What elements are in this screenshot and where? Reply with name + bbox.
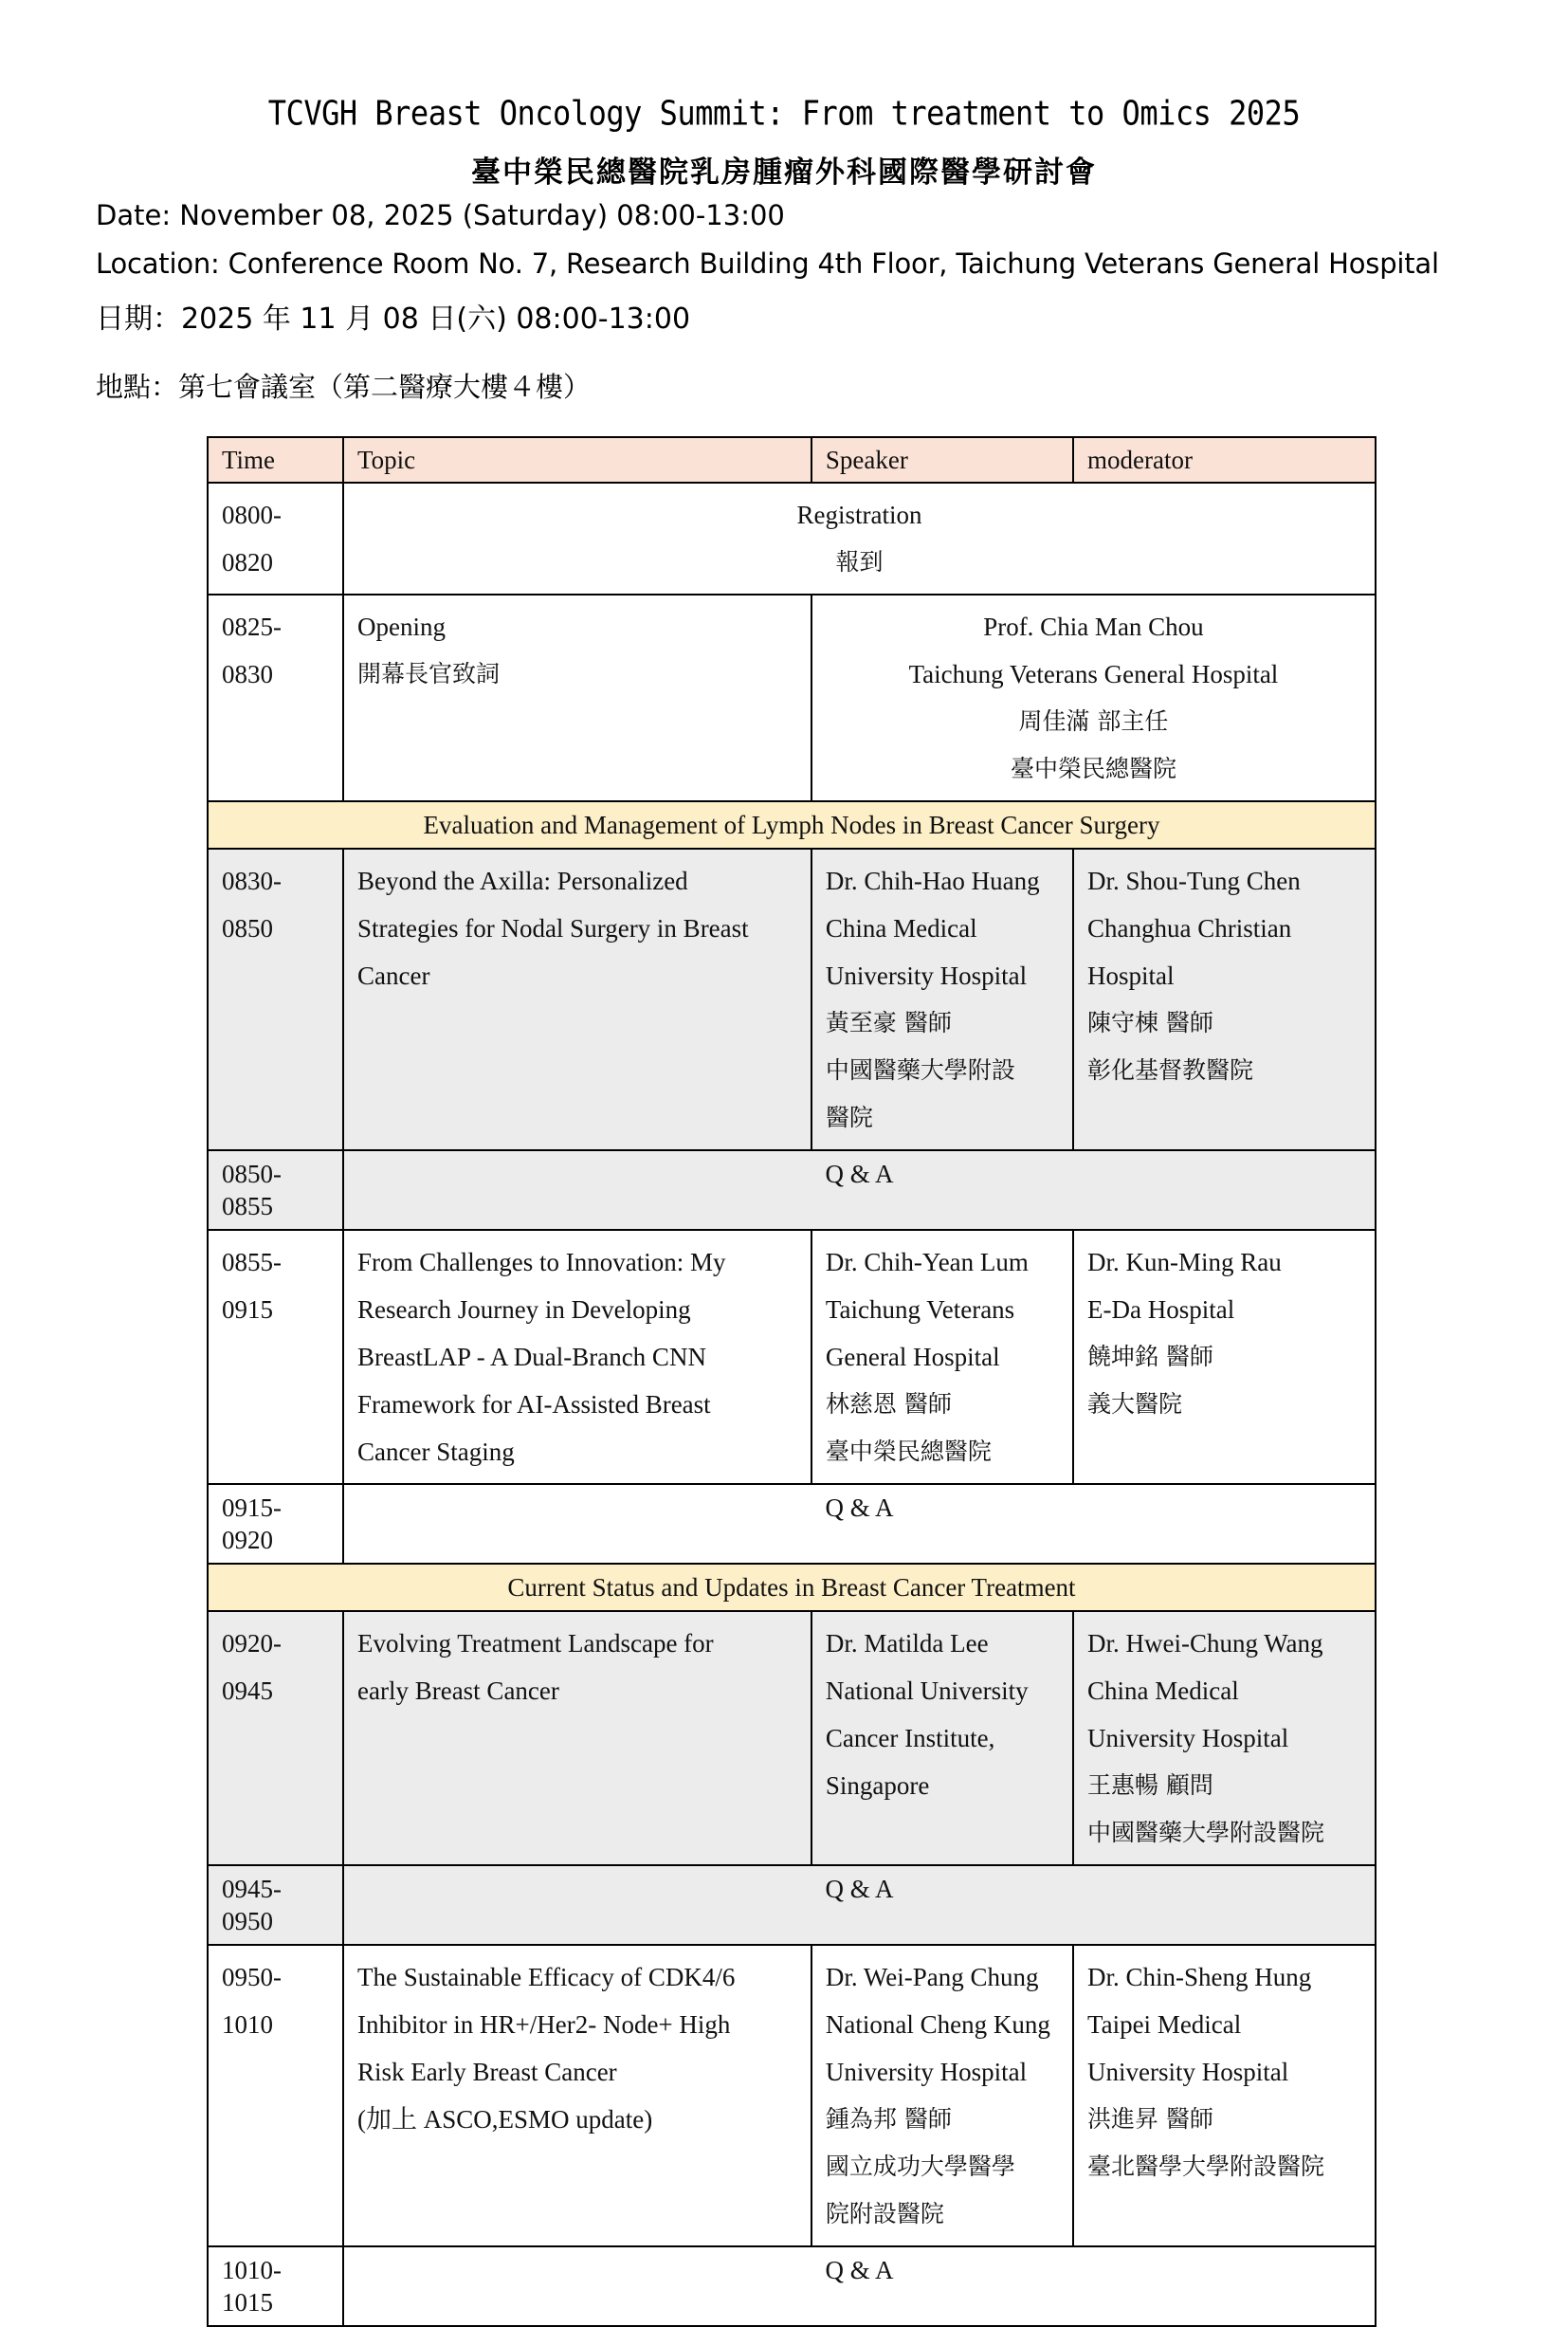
topic-line: The Sustainable Efficacy of CDK4/6 bbox=[357, 1963, 736, 1991]
table-row-qa bbox=[208, 2246, 1376, 2326]
moderator-line: 中國醫藥大學附設醫院 bbox=[1086, 1819, 1324, 1846]
topic-line: Beyond the Axilla: Personalized bbox=[357, 867, 688, 895]
moderator-line: Dr. Chin-Sheng Hung bbox=[1086, 1963, 1312, 1991]
speaker-line: 國立成功大學醫學 bbox=[825, 2153, 1015, 2180]
speaker-line: Singapore bbox=[825, 1771, 930, 1800]
time-cell: 0920-0945 bbox=[208, 1611, 343, 1865]
moderator-line: 陳守棟 醫師 bbox=[1086, 1009, 1213, 1036]
table-row-session-2 bbox=[208, 1230, 1376, 1484]
time-cell: 0950-1010 bbox=[208, 1945, 343, 2246]
speaker-line: National University bbox=[825, 1677, 1029, 1705]
speaker-line: Dr. Wei-Pang Chung bbox=[825, 1963, 1039, 1991]
speaker-line: 鍾為邦 醫師 bbox=[825, 2105, 952, 2133]
column-header-speaker: Speaker bbox=[811, 437, 1073, 483]
table-row-qa bbox=[208, 1865, 1376, 1945]
registration-label: Registration bbox=[796, 501, 922, 529]
topic-line: Inhibitor in HR+/Her2- Node+ High bbox=[357, 2010, 731, 2039]
section-row-lymph-nodes bbox=[208, 801, 1376, 849]
location-english: Location: Conference Room No. 7, Research Building 4th Floor, Taichung Veterans General Hospital bbox=[96, 247, 1439, 280]
moderator-line: Changhua Christian bbox=[1086, 914, 1292, 943]
topic-line: early Breast Cancer bbox=[357, 1677, 559, 1705]
column-header-time: Time bbox=[208, 437, 343, 483]
date-english: Date: November 08, 2025 (Saturday) 08:00-13:00 bbox=[96, 199, 785, 231]
speaker-line: 醫院 bbox=[825, 1104, 873, 1131]
host-cell bbox=[811, 595, 1376, 801]
table-row-opening bbox=[208, 595, 1376, 801]
time-cell: 0945-0950 bbox=[208, 1865, 343, 1945]
registration-cell bbox=[343, 483, 1376, 595]
table-row-session-4 bbox=[208, 1945, 1376, 2246]
moderator-cell bbox=[1073, 1945, 1376, 2246]
host-line: Taichung Veterans General Hospital bbox=[908, 660, 1279, 688]
table-row-qa bbox=[208, 1150, 1376, 1230]
moderator-cell bbox=[1073, 1611, 1376, 1865]
qa-cell: Q & A bbox=[343, 1865, 1376, 1945]
topic-line: Cancer bbox=[357, 962, 430, 990]
host-line: 周佳滿 部主任 bbox=[1018, 707, 1169, 735]
time-cell: 0850-0855 bbox=[208, 1150, 343, 1230]
moderator-line: University Hospital bbox=[1086, 2058, 1289, 2086]
table-row-qa bbox=[208, 1484, 1376, 1564]
speaker-cell bbox=[811, 1945, 1073, 2246]
speaker-line: Dr. Chih-Hao Huang bbox=[825, 867, 1040, 895]
topic-line: (加上 ASCO,ESMO update) bbox=[357, 2105, 653, 2134]
topic-cell bbox=[343, 849, 811, 1150]
topic-cell bbox=[343, 1611, 811, 1865]
time-cell: 0915-0920 bbox=[208, 1484, 343, 1564]
speaker-line: National Cheng Kung bbox=[825, 2010, 1050, 2039]
moderator-line: 饒坤銘 醫師 bbox=[1086, 1343, 1213, 1370]
table-header-row bbox=[208, 437, 1376, 483]
topic-line: Strategies for Nodal Surgery in Breast bbox=[357, 914, 749, 943]
topic-line: Opening bbox=[357, 613, 446, 641]
column-header-moderator: moderator bbox=[1073, 437, 1376, 483]
moderator-cell bbox=[1073, 1230, 1376, 1484]
topic-line: 開幕長官致詞 bbox=[357, 660, 501, 687]
title-english: TCVGH Breast Oncology Summit: From treatment to Omics 2025 bbox=[267, 92, 1301, 134]
qa-cell: Q & A bbox=[343, 1150, 1376, 1230]
moderator-line: 義大醫院 bbox=[1086, 1390, 1182, 1418]
time-cell: 0825-0830 bbox=[208, 595, 343, 801]
speaker-cell bbox=[811, 1230, 1073, 1484]
date-chinese: 日期：2025 年 11 月 08 日(六) 08:00-13:00 bbox=[96, 302, 691, 336]
moderator-line: Dr. Kun-Ming Rau bbox=[1086, 1248, 1282, 1276]
title-chinese: 臺中榮民總醫院乳房腫瘤外科國際醫學研討會 bbox=[471, 156, 1097, 190]
moderator-line: University Hospital bbox=[1086, 1724, 1289, 1752]
speaker-line: 黃至豪 醫師 bbox=[825, 1009, 952, 1036]
speaker-cell bbox=[811, 1611, 1073, 1865]
speaker-line: Cancer Institute, bbox=[825, 1724, 995, 1752]
time-cell: 0800-0820 bbox=[208, 483, 343, 595]
time-cell: 1010-1015 bbox=[208, 2246, 343, 2326]
speaker-line: Taichung Veterans bbox=[825, 1295, 1015, 1324]
speaker-line: General Hospital bbox=[825, 1343, 1000, 1371]
topic-line: Research Journey in Developing bbox=[357, 1295, 691, 1324]
topic-line: From Challenges to Innovation: My bbox=[357, 1248, 726, 1276]
topic-line: Framework for AI-Assisted Breast bbox=[357, 1390, 711, 1419]
moderator-line: 臺北醫學大學附設醫院 bbox=[1086, 2153, 1324, 2180]
qa-cell: Q & A bbox=[343, 1484, 1376, 1564]
speaker-line: 臺中榮民總醫院 bbox=[825, 1438, 992, 1465]
moderator-line: 王惠暢 顧問 bbox=[1086, 1771, 1213, 1799]
speaker-line: Dr. Matilda Lee bbox=[825, 1629, 989, 1658]
time-cell: 0855-0915 bbox=[208, 1230, 343, 1484]
speaker-line: University Hospital bbox=[825, 2058, 1028, 2086]
topic-line: Cancer Staging bbox=[357, 1438, 515, 1466]
moderator-line: Dr. Hwei-Chung Wang bbox=[1086, 1629, 1323, 1658]
topic-cell bbox=[343, 595, 811, 801]
table-row-session-1 bbox=[208, 849, 1376, 1150]
speaker-line: Dr. Chih-Yean Lum bbox=[825, 1248, 1029, 1276]
moderator-line: Dr. Shou-Tung Chen bbox=[1086, 867, 1301, 895]
section-title: Evaluation and Management of Lymph Nodes in Breast Cancer Surgery bbox=[208, 801, 1376, 849]
moderator-line: 彰化基督教醫院 bbox=[1086, 1056, 1253, 1084]
section-row-treatment bbox=[208, 1564, 1376, 1611]
agenda-table bbox=[207, 436, 1377, 2327]
speaker-line: 林慈恩 醫師 bbox=[825, 1390, 952, 1418]
qa-cell: Q & A bbox=[343, 2246, 1376, 2326]
speaker-cell bbox=[811, 849, 1073, 1150]
topic-cell bbox=[343, 1230, 811, 1484]
table-row-session-3 bbox=[208, 1611, 1376, 1865]
speaker-line: University Hospital bbox=[825, 962, 1028, 990]
host-line: 臺中榮民總醫院 bbox=[1010, 755, 1176, 782]
moderator-line: Hospital bbox=[1086, 962, 1175, 990]
topic-cell bbox=[343, 1945, 811, 2246]
time-cell: 0830-0850 bbox=[208, 849, 343, 1150]
section-title: Current Status and Updates in Breast Cancer Treatment bbox=[208, 1564, 1376, 1611]
host-line: Prof. Chia Man Chou bbox=[983, 613, 1204, 641]
topic-line: Risk Early Breast Cancer bbox=[357, 2058, 617, 2086]
moderator-line: E-Da Hospital bbox=[1086, 1295, 1235, 1324]
location-chinese: 地點：第七會議室（第二醫療大樓４樓） bbox=[96, 371, 592, 403]
registration-label-zh: 報到 bbox=[835, 548, 884, 576]
topic-line: Evolving Treatment Landscape for bbox=[357, 1629, 714, 1658]
table-row-registration bbox=[208, 483, 1376, 595]
column-header-topic: Topic bbox=[343, 437, 811, 483]
moderator-line: 洪進昇 醫師 bbox=[1086, 2105, 1213, 2133]
moderator-line: China Medical bbox=[1086, 1677, 1239, 1705]
moderator-cell bbox=[1073, 849, 1376, 1150]
topic-line: BreastLAP - A Dual-Branch CNN bbox=[357, 1343, 706, 1371]
speaker-line: 院附設醫院 bbox=[825, 2200, 944, 2227]
moderator-line: Taipei Medical bbox=[1086, 2010, 1242, 2039]
speaker-line: China Medical bbox=[825, 914, 977, 943]
speaker-line: 中國醫藥大學附設 bbox=[825, 1056, 1015, 1084]
